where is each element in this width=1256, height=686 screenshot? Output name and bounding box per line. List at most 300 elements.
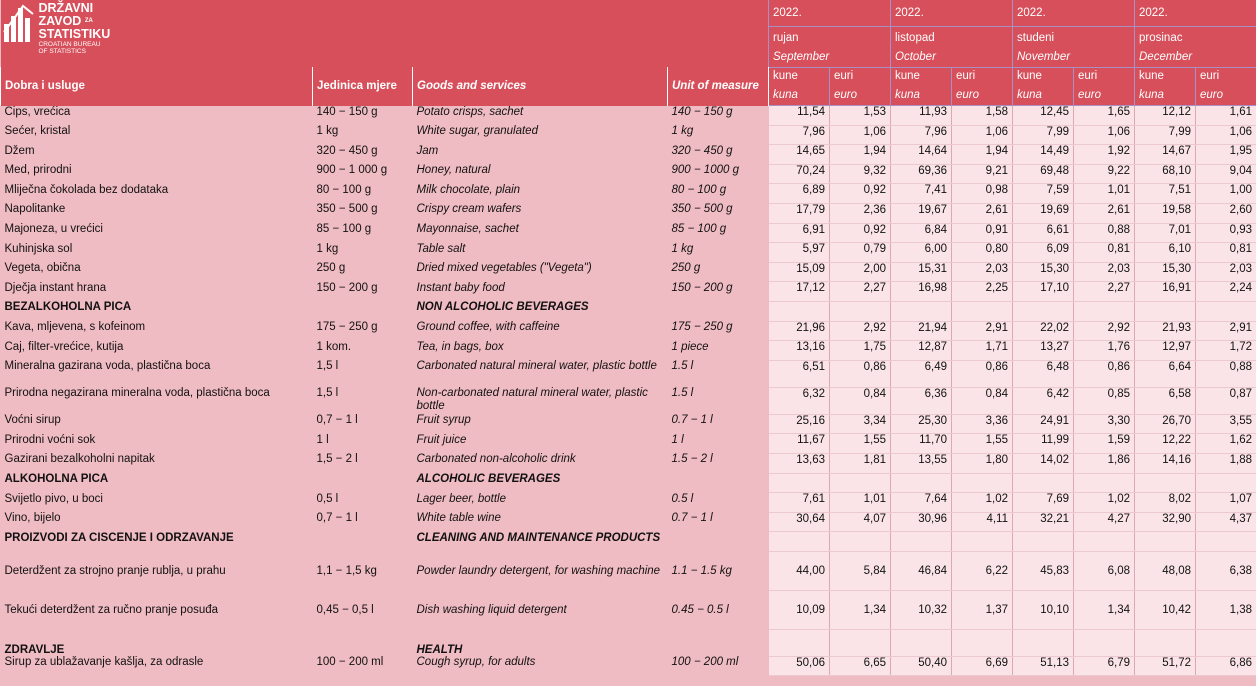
unit-en: 1.5 l	[671, 360, 694, 373]
price-hrk: 15,30	[1013, 262, 1074, 282]
price-hrk: 7,64	[891, 493, 952, 513]
price-hrk: 17,79	[769, 203, 830, 223]
price-eur: 6,38	[1196, 551, 1256, 590]
currency-hr: euri	[956, 70, 976, 82]
currency-en: euro	[834, 89, 858, 101]
unit-en: 0.5 l	[671, 492, 694, 505]
price-hrk: 15,30	[1135, 262, 1196, 282]
price-hrk: 21,96	[769, 321, 830, 341]
price-eur: 6,65	[830, 656, 891, 676]
item-name-en: Fruit syrup	[416, 414, 471, 427]
section-title-en: NON ALCOHOLIC BEVERAGES	[416, 301, 589, 314]
price-hrk: 7,41	[891, 184, 952, 204]
empty-value-cell	[952, 473, 1013, 493]
price-eur: 1,06	[952, 125, 1013, 145]
col-head-item-hr: Dobra i usluge	[1, 67, 313, 106]
price-hrk: 19,69	[1013, 203, 1074, 223]
currency-en: kuna	[773, 89, 798, 101]
price-eur: 9,22	[1074, 164, 1135, 184]
price-hrk: 46,84	[891, 551, 952, 590]
item-name-en: Mayonnaise, sachet	[416, 223, 519, 236]
price-hrk: 11,54	[769, 106, 830, 126]
section-title-hr: ALKOHOLNA PIĆA	[4, 473, 109, 485]
currency-en: euro	[956, 89, 980, 101]
col-head-unit-hr: Jedinica mjere	[313, 67, 413, 106]
price-eur: 2,61	[1074, 203, 1135, 223]
currency-en: kuna	[1139, 89, 1164, 101]
empty-value-cell	[1196, 301, 1256, 321]
empty-cell	[668, 532, 769, 552]
currency-hr: kune	[895, 70, 920, 82]
empty-value-cell	[1074, 473, 1135, 493]
empty-value-cell	[1196, 629, 1256, 656]
unit-hr: 1,5 l	[316, 387, 339, 400]
price-eur: 9,21	[952, 164, 1013, 184]
logo-line1: DRŽAVNI	[38, 1, 94, 15]
price-hrk: 14,64	[891, 145, 952, 165]
price-eur: 2,27	[1074, 282, 1135, 302]
item-name-en: Carbonated natural mineral water, plastic bottle	[416, 360, 657, 373]
price-hrk: 6,09	[1013, 243, 1074, 263]
price-hrk: 10,10	[1013, 590, 1074, 629]
item-name-en: Instant baby food	[416, 281, 505, 294]
item-name-hr: Majoneza, u vrećici	[4, 223, 103, 236]
month-en-2: November	[1017, 50, 1071, 63]
unit-hr: 1 kom.	[316, 340, 352, 353]
empty-value-cell	[769, 301, 830, 321]
table-row	[1, 164, 1256, 184]
section-row	[1, 532, 1256, 552]
logo-za: ZA	[84, 18, 93, 25]
unit-en: 0.7 − 1 l	[671, 512, 713, 525]
price-hrk: 12,87	[891, 341, 952, 361]
price-hrk: 6,61	[1013, 223, 1074, 243]
unit-hr: 900 − 1 000 g	[316, 164, 388, 177]
table-row	[1, 125, 1256, 145]
table-row	[1, 387, 1256, 414]
price-hrk: 21,93	[1135, 321, 1196, 341]
price-hrk: 19,67	[891, 203, 952, 223]
price-eur: 0,88	[1196, 360, 1256, 387]
price-eur: 0,86	[830, 360, 891, 387]
table-row	[1, 590, 1256, 629]
empty-value-cell	[830, 301, 891, 321]
empty-value-cell	[1013, 301, 1074, 321]
price-eur: 2,03	[1074, 262, 1135, 282]
price-eur: 0,80	[952, 243, 1013, 263]
unit-en: 0.7 − 1 l	[671, 414, 713, 427]
item-name-hr: Vino, bijelo	[4, 512, 61, 525]
price-eur: 1,72	[1196, 341, 1256, 361]
price-hrk: 7,96	[769, 125, 830, 145]
price-eur: 1,75	[830, 341, 891, 361]
item-name-hr: Mliječna čokolada bez dodataka	[4, 183, 169, 196]
empty-cell	[668, 629, 769, 656]
unit-hr: 1 kg	[316, 125, 339, 138]
unit-hr: 150 − 200 g	[316, 281, 378, 294]
price-eur: 1,62	[1196, 434, 1256, 454]
unit-en: 1.5 l	[671, 387, 694, 400]
month-year-2: 2022.	[1013, 0, 1135, 26]
price-eur: 2,36	[830, 203, 891, 223]
price-eur: 2,24	[1196, 282, 1256, 302]
price-hrk: 24,91	[1013, 414, 1074, 434]
item-name-hr: Gazirani bezalkoholni napitak	[4, 453, 155, 466]
empty-value-cell	[1013, 473, 1074, 493]
table-row	[1, 551, 1256, 590]
item-name-en: Table salt	[416, 242, 466, 255]
price-hrk: 45,83	[1013, 551, 1074, 590]
currency-head-2-eur	[1074, 67, 1135, 106]
price-hrk: 19,58	[1135, 203, 1196, 223]
price-eur: 0,88	[1074, 223, 1135, 243]
table-row	[1, 360, 1256, 387]
month-en-1: October	[895, 50, 936, 63]
price-hrk: 7,96	[891, 125, 952, 145]
unit-hr: 350 − 500 g	[316, 203, 378, 216]
price-hrk: 6,84	[891, 223, 952, 243]
price-eur: 0,86	[1074, 360, 1135, 387]
month-hr-3: prosinac	[1139, 31, 1183, 44]
price-eur: 3,34	[830, 414, 891, 434]
empty-value-cell	[891, 532, 952, 552]
currency-hr: euri	[834, 70, 854, 82]
empty-value-cell	[952, 301, 1013, 321]
empty-value-cell	[1196, 532, 1256, 552]
price-eur: 4,27	[1074, 512, 1135, 532]
empty-value-cell	[830, 629, 891, 656]
item-name-hr: Tekući deterdžent za ručno pranje posuđa	[4, 603, 219, 616]
price-eur: 3,55	[1196, 414, 1256, 434]
month-name-0	[769, 26, 891, 67]
empty-value-cell	[769, 532, 830, 552]
price-eur: 4,11	[952, 512, 1013, 532]
unit-hr: 1 kg	[316, 242, 339, 255]
item-name-hr: Dječja instant hrana	[4, 281, 107, 294]
empty-value-cell	[952, 629, 1013, 656]
price-hrk: 13,63	[769, 453, 830, 473]
price-hrk: 6,48	[1013, 360, 1074, 387]
section-title-hr: PROIZVODI ZA ČIŠĆENJE I ODRŽAVANJE	[4, 531, 234, 544]
price-hrk: 14,02	[1013, 453, 1074, 473]
price-hrk: 25,30	[891, 414, 952, 434]
price-eur: 2,61	[952, 203, 1013, 223]
table-row	[1, 434, 1256, 454]
price-hrk: 69,48	[1013, 164, 1074, 184]
price-eur: 1,01	[1074, 184, 1135, 204]
item-name-en: Milk chocolate, plain	[416, 183, 521, 196]
table-row	[1, 493, 1256, 513]
col-head-unit-en: Unit of measure	[668, 67, 769, 106]
price-hrk: 6,89	[769, 184, 830, 204]
price-hrk: 7,01	[1135, 223, 1196, 243]
price-hrk: 44,00	[769, 551, 830, 590]
price-hrk: 6,00	[891, 243, 952, 263]
month-hr-1: listopad	[895, 31, 935, 44]
price-hrk: 5,97	[769, 243, 830, 263]
unit-hr: 175 − 250 g	[316, 321, 378, 334]
price-eur: 0,85	[1074, 387, 1135, 414]
table-row	[1, 262, 1256, 282]
currency-en: kuna	[895, 89, 920, 101]
price-eur: 1,88	[1196, 453, 1256, 473]
price-eur: 2,27	[830, 282, 891, 302]
month-name-3	[1135, 26, 1256, 67]
empty-value-cell	[830, 532, 891, 552]
table-row	[1, 414, 1256, 434]
empty-cell	[668, 473, 769, 493]
price-hrk: 50,40	[891, 656, 952, 676]
unit-hr: 0,7 − 1 l	[316, 512, 358, 525]
price-hrk: 6,49	[891, 360, 952, 387]
price-hrk: 7,99	[1013, 125, 1074, 145]
price-hrk: 22,02	[1013, 321, 1074, 341]
table-row	[1, 106, 1256, 126]
unit-hr: 1,1 − 1,5 kg	[316, 564, 377, 577]
price-eur: 3,36	[952, 414, 1013, 434]
table-row	[1, 223, 1256, 243]
price-eur: 1,59	[1074, 434, 1135, 454]
empty-value-cell	[1074, 629, 1135, 656]
price-eur: 2,25	[952, 282, 1013, 302]
price-eur: 1,38	[1196, 590, 1256, 629]
price-hrk: 32,90	[1135, 512, 1196, 532]
price-eur: 2,91	[952, 321, 1013, 341]
price-eur: 2,03	[1196, 262, 1256, 282]
price-eur: 1,81	[830, 453, 891, 473]
price-hrk: 6,10	[1135, 243, 1196, 263]
item-name-en: Tea, in bags, box	[416, 340, 504, 353]
currency-head-0-hrk	[769, 67, 830, 106]
price-eur: 1,34	[830, 590, 891, 629]
price-hrk: 13,55	[891, 453, 952, 473]
unit-en: 85 − 100 g	[671, 223, 727, 236]
item-name-hr: Voćni sirup	[4, 414, 61, 427]
currency-head-2-hrk	[1013, 67, 1074, 106]
price-hrk: 17,12	[769, 282, 830, 302]
price-eur: 1,58	[952, 106, 1013, 126]
price-eur: 0,79	[830, 243, 891, 263]
empty-value-cell	[1196, 473, 1256, 493]
currency-hr: kune	[773, 70, 798, 82]
item-name-en: Non-carbonated natural mineral water, plastic bottle	[416, 387, 648, 413]
unit-en: 1 piece	[671, 340, 709, 353]
unit-hr: 100 − 200 ml	[316, 656, 384, 669]
price-eur: 0,81	[1196, 243, 1256, 263]
price-hrk: 7,99	[1135, 125, 1196, 145]
price-eur: 1,34	[1074, 590, 1135, 629]
unit-en: 140 − 150 g	[671, 105, 733, 118]
unit-hr: 320 − 450 g	[316, 144, 378, 157]
unit-en: 1.5 − 2 l	[671, 453, 713, 466]
price-hrk: 6,32	[769, 387, 830, 414]
empty-cell	[313, 473, 413, 493]
price-eur: 2,00	[830, 262, 891, 282]
item-name-hr: Čaj, filter-vrećice, kutija	[4, 340, 124, 353]
month-year-3: 2022.	[1135, 0, 1256, 26]
unit-hr: 250 g	[316, 262, 346, 275]
price-eur: 2,91	[1196, 321, 1256, 341]
table-row	[1, 656, 1256, 676]
price-eur: 6,69	[952, 656, 1013, 676]
price-eur: 6,08	[1074, 551, 1135, 590]
item-name-en: Dried mixed vegetables ("Vegeta")	[416, 262, 592, 275]
unit-en: 1 kg	[671, 125, 694, 138]
section-title-en: CLEANING AND MAINTENANCE PRODUCTS	[416, 531, 661, 544]
item-name-en: Carbonated non-alcoholic drink	[416, 453, 576, 466]
logo-sub2: OF STATISTICS	[38, 48, 86, 56]
price-eur: 6,22	[952, 551, 1013, 590]
currency-hr: euri	[1078, 70, 1098, 82]
item-name-hr: Kuhinjska sol	[4, 242, 73, 255]
price-eur: 1,06	[830, 125, 891, 145]
price-eur: 6,79	[1074, 656, 1135, 676]
price-hrk: 14,49	[1013, 145, 1074, 165]
price-hrk: 14,65	[769, 145, 830, 165]
price-hrk: 15,09	[769, 262, 830, 282]
price-eur: 1,92	[1074, 145, 1135, 165]
price-hrk: 10,32	[891, 590, 952, 629]
table-row	[1, 145, 1256, 165]
price-eur: 4,37	[1196, 512, 1256, 532]
price-hrk: 6,58	[1135, 387, 1196, 414]
price-eur: 1,71	[952, 341, 1013, 361]
price-eur: 0,84	[952, 387, 1013, 414]
empty-value-cell	[769, 629, 830, 656]
currency-hr: euri	[1200, 70, 1220, 82]
unit-en: 900 − 1000 g	[671, 164, 739, 177]
price-hrk: 6,36	[891, 387, 952, 414]
item-name-hr: Deterdžent za strojno pranje rublja, u prahu	[4, 564, 226, 577]
empty-value-cell	[1135, 473, 1196, 493]
price-hrk: 7,51	[1135, 184, 1196, 204]
price-eur: 1,76	[1074, 341, 1135, 361]
item-name-en: Potato crisps, sachet	[416, 105, 524, 118]
empty-value-cell	[1013, 532, 1074, 552]
unit-en: 320 − 450 g	[671, 144, 733, 157]
section-title-hr: ZDRAVLJE	[4, 644, 65, 657]
price-hrk: 30,64	[769, 512, 830, 532]
price-hrk: 13,16	[769, 341, 830, 361]
price-eur: 6,86	[1196, 656, 1256, 676]
price-eur: 2,60	[1196, 203, 1256, 223]
price-hrk: 15,31	[891, 262, 952, 282]
empty-value-cell	[830, 473, 891, 493]
price-eur: 9,04	[1196, 164, 1256, 184]
price-hrk: 12,45	[1013, 106, 1074, 126]
item-name-en: Ground coffee, with caffeine	[416, 321, 560, 334]
price-hrk: 69,36	[891, 164, 952, 184]
price-hrk: 68,10	[1135, 164, 1196, 184]
item-name-hr: Sirup za ublažavanje kašlja, za odrasle	[4, 656, 204, 669]
price-hrk: 8,02	[1135, 493, 1196, 513]
price-eur: 9,32	[830, 164, 891, 184]
item-name-en: Honey, natural	[416, 164, 491, 177]
unit-en: 175 − 250 g	[671, 321, 733, 334]
price-hrk: 32,21	[1013, 512, 1074, 532]
section-row	[1, 301, 1256, 321]
price-hrk: 13,27	[1013, 341, 1074, 361]
unit-en: 1.1 − 1.5 kg	[671, 564, 732, 577]
empty-value-cell	[952, 532, 1013, 552]
price-hrk: 6,42	[1013, 387, 1074, 414]
logo-wordmark	[39, 2, 111, 55]
item-name-en: Powder laundry detergent, for washing machine	[416, 564, 661, 577]
price-hrk: 51,13	[1013, 656, 1074, 676]
currency-hr: kune	[1017, 70, 1042, 82]
price-hrk: 14,67	[1135, 145, 1196, 165]
price-eur: 1,55	[952, 434, 1013, 454]
col-head-item-en: Goods and services	[413, 67, 668, 106]
item-name-en: Crispy cream wafers	[416, 203, 522, 216]
price-eur: 0,92	[830, 184, 891, 204]
month-name-2	[1013, 26, 1135, 67]
price-eur: 1,55	[830, 434, 891, 454]
price-eur: 1,94	[830, 145, 891, 165]
empty-value-cell	[1135, 301, 1196, 321]
price-hrk: 11,93	[891, 106, 952, 126]
price-hrk: 50,06	[769, 656, 830, 676]
price-eur: 1,65	[1074, 106, 1135, 126]
price-hrk: 10,09	[769, 590, 830, 629]
price-hrk: 17,10	[1013, 282, 1074, 302]
unit-en: 100 − 200 ml	[671, 656, 739, 669]
price-hrk: 11,70	[891, 434, 952, 454]
price-hrk: 48,08	[1135, 551, 1196, 590]
unit-en: 80 − 100 g	[671, 183, 727, 196]
item-name-hr: Svijetlo pivo, u boci	[4, 492, 103, 505]
price-hrk: 16,98	[891, 282, 952, 302]
price-hrk: 12,22	[1135, 434, 1196, 454]
price-hrk: 7,61	[769, 493, 830, 513]
unit-hr: 140 − 150 g	[316, 105, 378, 118]
price-eur: 0,92	[830, 223, 891, 243]
price-eur: 5,84	[830, 551, 891, 590]
price-eur: 1,07	[1196, 493, 1256, 513]
price-eur: 0,86	[952, 360, 1013, 387]
logo-line2: ZAVOD	[38, 14, 82, 28]
table-row	[1, 341, 1256, 361]
section-title-en: HEALTH	[416, 644, 463, 657]
empty-value-cell	[891, 473, 952, 493]
currency-en: kuna	[1017, 89, 1042, 101]
empty-value-cell	[769, 473, 830, 493]
currency-en: euro	[1078, 89, 1102, 101]
currency-head-1-hrk	[891, 67, 952, 106]
unit-hr: 1 l	[316, 433, 329, 446]
price-hrk: 30,96	[891, 512, 952, 532]
logo-line3: STATISTIKU	[38, 27, 111, 42]
price-eur: 0,98	[952, 184, 1013, 204]
price-eur: 1,86	[1074, 453, 1135, 473]
item-name-hr: Vegeta, obična	[4, 262, 81, 275]
item-name-en: Fruit juice	[416, 433, 467, 446]
section-title-hr: BEZALKOHOLNA PIĆA	[4, 301, 132, 314]
month-year-1: 2022.	[891, 0, 1013, 26]
empty-value-cell	[1074, 532, 1135, 552]
price-hrk: 26,70	[1135, 414, 1196, 434]
price-eur: 1,95	[1196, 145, 1256, 165]
table-row	[1, 512, 1256, 532]
month-hr-0: rujan	[773, 31, 799, 44]
empty-value-cell	[1074, 301, 1135, 321]
unit-en: 1 kg	[671, 242, 694, 255]
price-eur: 1,80	[952, 453, 1013, 473]
section-row	[1, 473, 1256, 493]
item-name-hr: Kava, mljevena, s kofeinom	[4, 321, 146, 334]
item-name-en: Lager beer, bottle	[416, 492, 507, 505]
item-name-en: Cough syrup, for adults	[416, 656, 536, 669]
